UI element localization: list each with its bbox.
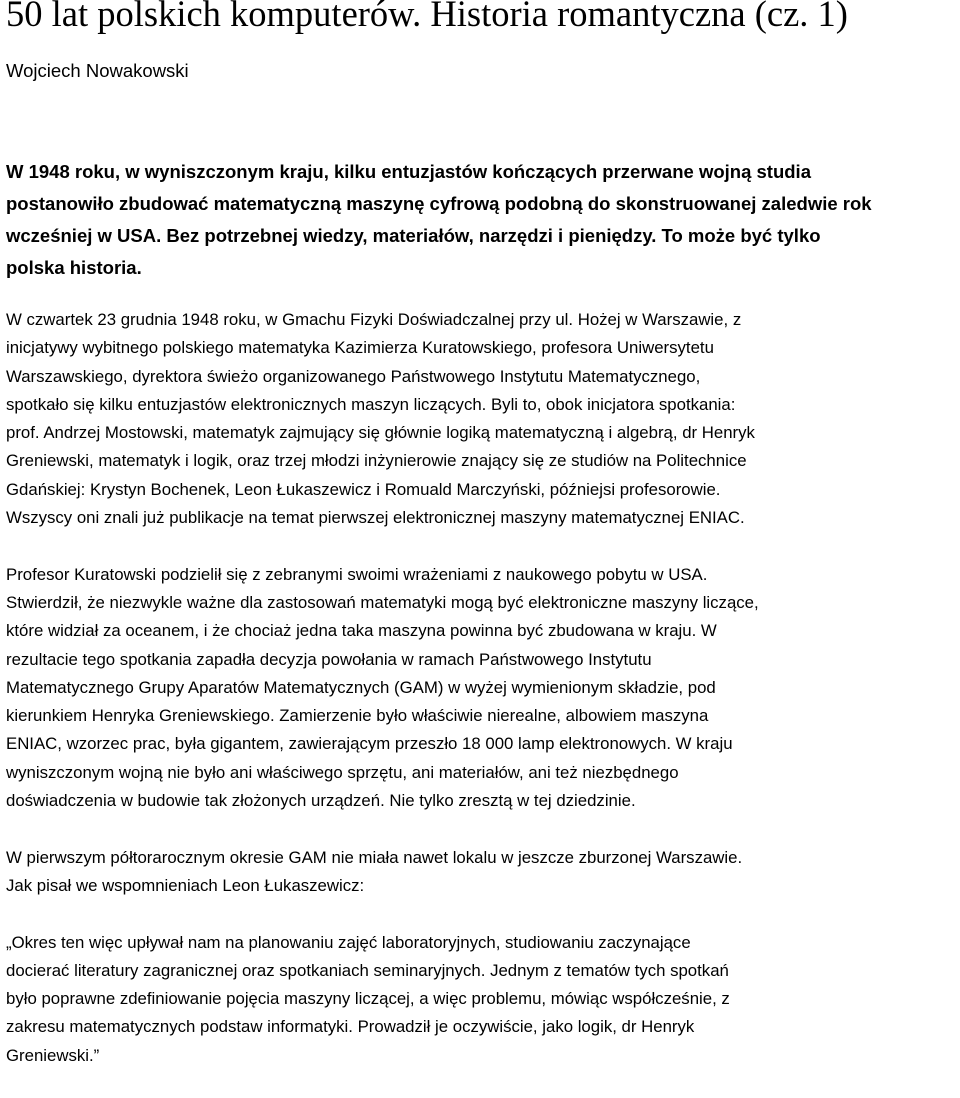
paragraph-line: Stwierdził, że niezwykle ważne dla zastosowań matematyki mogą być elektroniczne maszyny liczące, [6,592,759,612]
article-author: Wojciech Nowakowski [6,60,189,81]
quote-line: było poprawne zdefiniowanie pojęcia maszyny liczącej, a więc problemu, mówiąc współcześnie, z [6,989,730,1009]
quote-line: Greniewski.” [6,1045,100,1065]
lead-line: postanowiło zbudować matematyczną maszynę cyfrową podobną do skonstruowanej zaledwie rok [6,193,872,214]
quote-line: „Okres ten więc upływał nam na planowaniu zajęć laboratoryjnych, studiowaniu zaczynające [6,932,691,952]
paragraph-line: Jak pisał we wspomnieniach Leon Łukaszewicz: [6,875,365,895]
paragraph-line: inicjatywy wybitnego polskiego matematyka Kazimierza Kuratowskiego, profesora Uniwersytetu [6,338,714,358]
paragraph-line: Warszawskiego, dyrektora świeżo organizowanego Państwowego Instytutu Matematycznego, [6,366,701,386]
paragraph-line: rezultacie tego spotkania zapadła decyzja powołania w ramach Państwowego Instytutu [6,649,652,669]
lead-line: wcześniej w USA. Bez potrzebnej wiedzy, materiałów, narzędzi i pieniędzy. To może być tylko [6,225,821,246]
paragraph-meeting [6,306,954,532]
paragraph-line: Wszyscy oni znali już publikacje na temat pierwszej elektronicznej maszyny matematycznej ENIAC. [6,508,745,528]
paragraph-line: które widział za oceanem, i że chociaż jedna taka maszyna powinna być zbudowana w kraju. W [6,621,717,641]
paragraph-line: Greniewski, matematyk i logik, oraz trzej młodzi inżynierowie znający się ze studiów na Politechnice [6,451,747,471]
paragraph-line: prof. Andrzej Mostowski, matematyk zajmujący się głównie logiką matematyczną i algebrą, dr Henryk [6,423,755,443]
article-lead [6,156,954,284]
paragraph-quote [6,929,954,1070]
paragraph-line: doświadczenia w budowie tak złożonych urządzeń. Nie tylko zresztą w tej dziedzinie. [6,791,636,811]
paragraph-line: kierunkiem Henryka Greniewskiego. Zamierzenie było właściwie nierealne, albowiem maszyna [6,706,709,726]
lead-line: W 1948 roku, w wyniszczonym kraju, kilku entuzjastów kończących przerwane wojną studia [6,161,811,182]
paragraph-gam [6,561,954,816]
lead-line: polska historia. [6,257,142,278]
quote-line: zakresu matematycznych podstaw informatyki. Prowadził je oczywiście, jako logik, dr Henryk [6,1017,695,1037]
paragraph-line: W pierwszym półtorarocznym okresie GAM nie miała nawet lokalu w jeszcze zburzonej Warszawie. [6,847,743,867]
paragraph-line: ENIAC, wzorzec prac, była gigantem, zawierającym przeszło 18 000 lamp elektronowych. W kraju [6,734,733,754]
paragraph-line: W czwartek 23 grudnia 1948 roku, w Gmachu Fizyki Doświadczalnej przy ul. Hożej w Warszawie, z [6,310,742,329]
paragraph-line: Gdańskiej: Krystyn Bochenek, Leon Łukaszewicz i Romuald Marczyński, późniejsi profesorowie. [6,479,721,499]
quote-line: docierać literatury zagranicznej oraz spotkaniach seminaryjnych. Jednym z tematów tych spotkań [6,960,729,980]
article-title: 50 lat polskich komputerów. Historia romantyczna (cz. 1) [6,0,848,34]
paragraph-line: Matematycznego Grupy Aparatów Matematycznych (GAM) w wyżej wymienionym składzie, pod [6,677,716,697]
paragraph-line: spotkało się kilku entuzjastów elektronicznych maszyn liczących. Byli to, obok inicjatora spotkania: [6,394,736,414]
paragraph-first-period [6,844,954,901]
paragraph-line: wyniszczonym wojną nie było ani właściwego sprzętu, ani materiałów, ani też niezbędnego [6,762,679,782]
paragraph-line: Profesor Kuratowski podzielił się z zebranymi swoimi wrażeniami z naukowego pobytu w USA. [6,564,708,584]
